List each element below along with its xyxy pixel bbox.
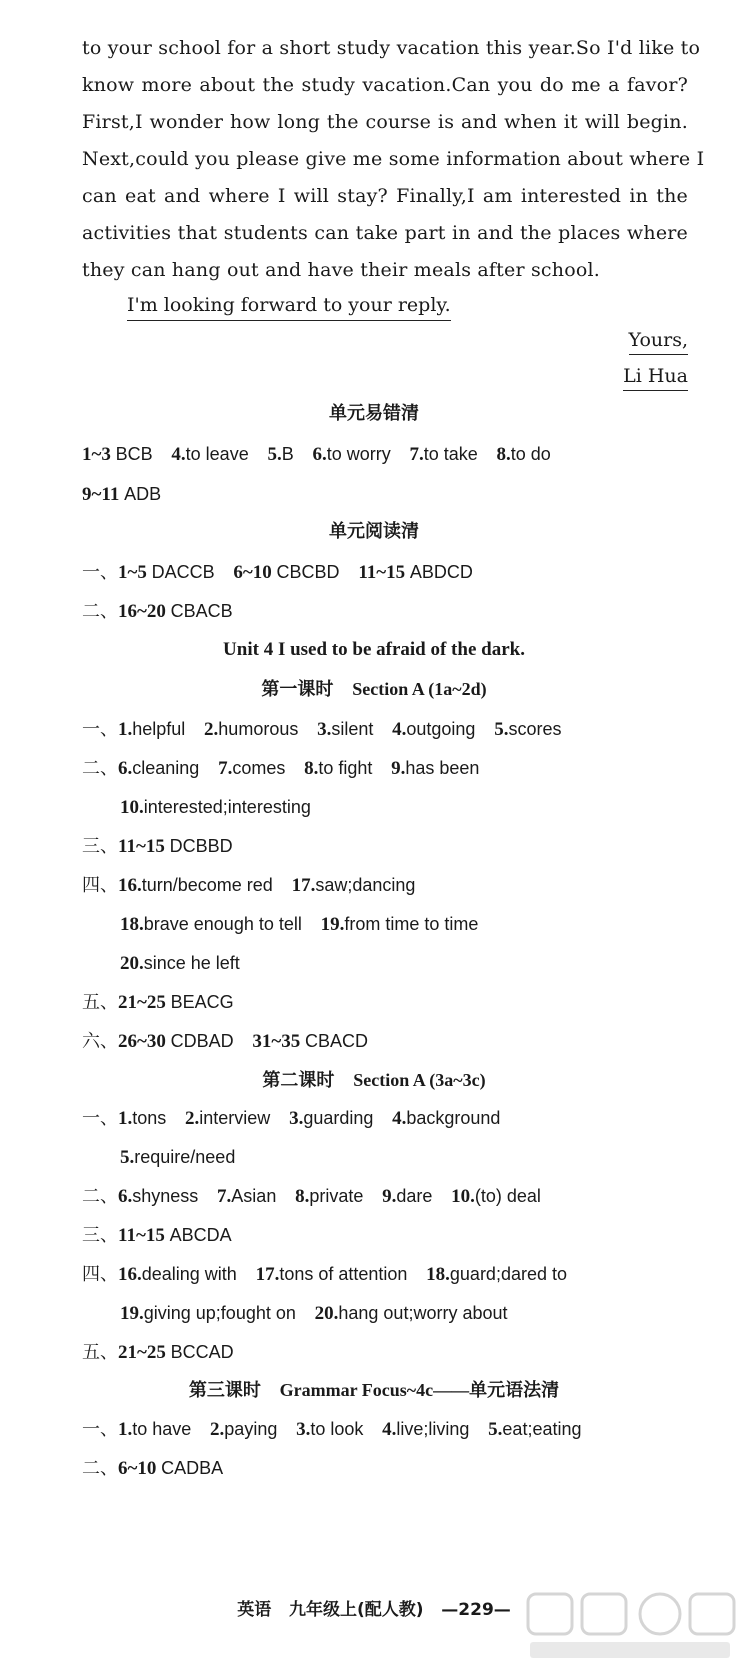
footer-grade: 九年级上(配人教) <box>288 1600 424 1620</box>
answer-row: 10.interested;interesting <box>120 797 311 818</box>
watermark-logo-icon <box>520 1588 740 1663</box>
unit-title: Unit 4 I used to be afraid of the dark. <box>223 639 525 660</box>
answer-row: 三、11~15 ABCDA <box>82 1225 232 1246</box>
answer-row: 9~11 ADB <box>82 484 162 505</box>
answer-row: 18.brave enough to tell 19.from time to time <box>120 914 479 935</box>
answer-row: 一、1.to have 2.paying 3.to look 4.live;living 5.eat;eating <box>82 1419 582 1440</box>
section-heading-errors: 单元易错清 <box>329 403 419 424</box>
lesson-heading-3: 第三课时 Grammar Focus~4c——单元语法清 <box>188 1380 560 1401</box>
answer-row: 五、21~25 BEACG <box>82 992 234 1013</box>
letter-line: can eat and where I will stay? Finally,I am interested in the <box>82 185 688 207</box>
footer-subject: 英语 <box>237 1600 272 1620</box>
answer-row: 六、26~30 CDBAD 31~35 CBACD <box>82 1031 369 1052</box>
letter-paragraph <box>82 30 705 289</box>
answer-row: 一、1.tons 2.interview 3.guarding 4.background <box>82 1108 501 1129</box>
letter-signature: Li Hua <box>623 362 688 391</box>
answer-row: 三、11~15 DCBBD <box>82 836 233 857</box>
letter-line: know more about the study vacation.Can you do me a favor? <box>82 74 688 96</box>
letter-line: to your school for a short study vacation this year.So I'd like to <box>82 37 701 59</box>
letter-line: activities that students can take part in and the places where <box>82 222 688 244</box>
answer-row: 20.since he left <box>120 953 240 974</box>
answer-row: 二、16~20 CBACB <box>82 601 233 622</box>
answer-row: 四、16.dealing with 17.tons of attention 18.guard;dared to <box>82 1264 567 1285</box>
letter-line: First,I wonder how long the course is and when it will begin. <box>82 111 688 133</box>
lesson-heading-2: 第二课时 Section A (3a~3c) <box>262 1070 486 1091</box>
answer-row: 一、1.helpful 2.humorous 3.silent 4.outgoing 5.scores <box>82 719 562 740</box>
answer-row: 四、16.turn/become red 17.saw;dancing <box>82 875 416 896</box>
lesson-heading-1: 第一课时 Section A (1a~2d) <box>261 679 487 700</box>
section-heading-reading: 单元阅读清 <box>329 521 419 542</box>
letter-line: they can hang out and have their meals after school. <box>82 259 600 281</box>
answer-row: 五、21~25 BCCAD <box>82 1342 234 1363</box>
letter-sign-off: Yours, <box>629 326 688 355</box>
answer-row: 二、6.shyness 7.Asian 8.private 9.dare 10.(to) deal <box>82 1186 541 1207</box>
footer-page-number: —229— <box>441 1600 511 1620</box>
letter-closing: I'm looking forward to your reply. <box>127 290 451 321</box>
answer-row: 一、1~5 DACCB 6~10 CBCBD 11~15 ABDCD <box>82 562 473 583</box>
answer-row: 二、6.cleaning 7.comes 8.to fight 9.has been <box>82 758 480 779</box>
letter-line: Next,could you please give me some information about where I <box>82 148 705 170</box>
answer-row: 二、6~10 CADBA <box>82 1458 224 1479</box>
answer-row: 5.require/need <box>120 1147 236 1168</box>
answer-row: 1~3 BCB 4.to leave 5.B 6.to worry 7.to take 8.to do <box>82 444 551 465</box>
answer-row: 19.giving up;fought on 20.hang out;worry about <box>120 1303 508 1324</box>
